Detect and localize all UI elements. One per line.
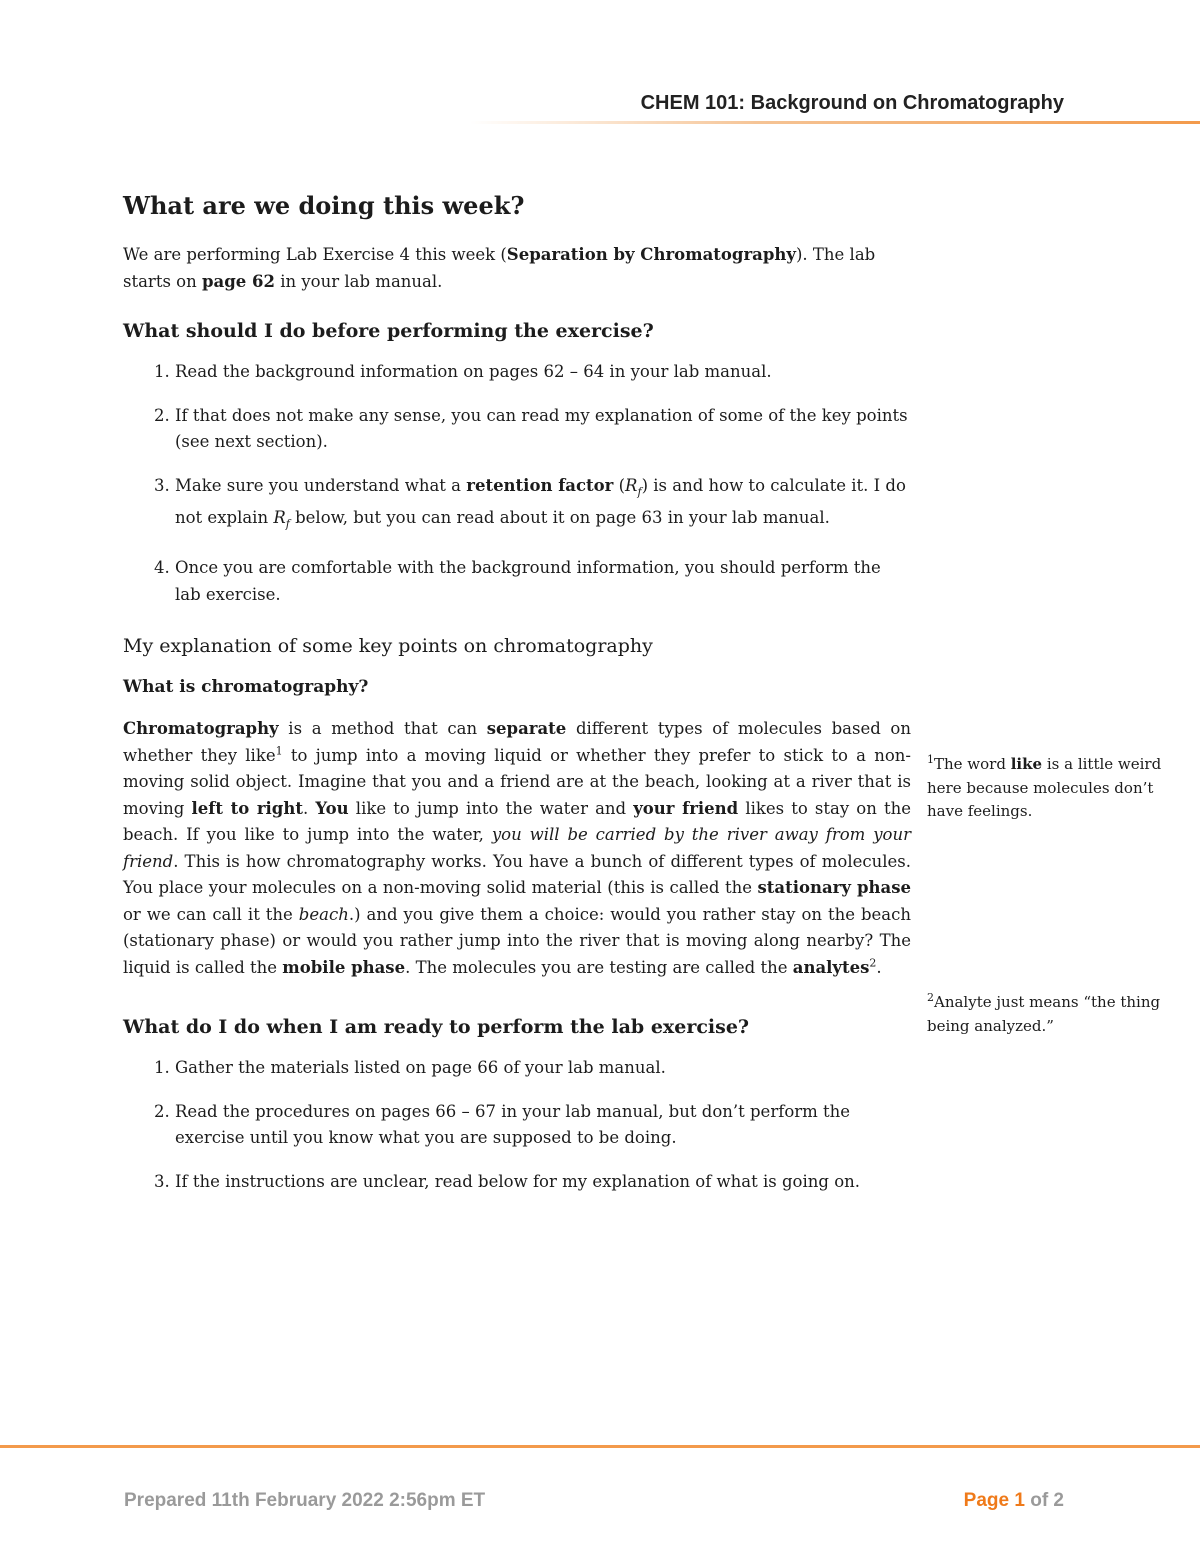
margin-note-2 (927, 991, 1177, 1038)
section-heading-before: What should I do before performing the exercise? (123, 320, 654, 342)
text-run: . (876, 957, 882, 977)
text-run: . This is how chromatography works. You have a bunch of different types of molecules. You place your molecules on a non-moving solid material (this is called the (123, 851, 911, 898)
term-bold: left to right (191, 798, 303, 818)
term-bold: mobile phase (282, 957, 406, 977)
text-run: The word (934, 755, 1011, 773)
text-italic: you will be carried by the river away from your friend (123, 825, 911, 871)
footer-rule (0, 1445, 1200, 1448)
text-run: ) is and how to calculate it. I do not explain (175, 475, 906, 528)
rf-symbol (625, 475, 642, 498)
main-content (123, 190, 911, 1195)
list-item: 3. If the instructions are unclear, read below for my explanation of what is going on. (175, 1169, 911, 1196)
text-run: is a method that can (278, 719, 487, 739)
prepared-date: Prepared 11th February 2022 2:56pm ET (124, 1490, 486, 1511)
text-run: different types of molecules based on whether they like (123, 719, 911, 765)
list-item (175, 473, 911, 539)
chromatography-paragraph (123, 716, 911, 981)
list-item: 2. If that does not make any sense, you can read my explanation of some of the key points (see next section). (175, 403, 911, 456)
page-ref-bold: page 62 (201, 271, 275, 291)
list-item: 1. Read the background information on pages 62 – 64 in your lab manual. (175, 359, 911, 386)
text-run: below, but you can read about it on page 63 in your lab manual. (289, 508, 830, 528)
intro-paragraph (123, 242, 911, 295)
text-run: like to jump into the water and (348, 798, 634, 818)
text-run: ( (613, 475, 626, 495)
term-bold: You (315, 798, 349, 818)
page-word: Page (963, 1490, 1010, 1511)
text-run: to jump into a moving liquid or whether they prefer to stick to a non-moving solid object. Imagine that you and a friend are at the beach, looking at a river that is moving (123, 745, 911, 818)
rf-letter: R (625, 475, 638, 495)
header-rule (470, 121, 1200, 124)
term-bold: stationary phase (757, 878, 911, 898)
term-bold: retention factor (466, 475, 614, 495)
rf-letter: R (273, 508, 286, 528)
text-run: Analyte just means “the thing being analyzed.” (927, 993, 1161, 1035)
text-italic: beach (298, 904, 349, 924)
text-run: .) and you give them a choice: would you rather stay on the beach (stationary phase) or would you rather jump into the river that is moving along nearby? The liquid is called the (123, 904, 911, 977)
rf-subscript: f (637, 484, 642, 498)
ready-steps-list (123, 1055, 911, 1195)
page-number: 1 (1014, 1490, 1025, 1511)
list-item: 1. Gather the materials listed on page 66 of your lab manual. (175, 1055, 911, 1082)
section-heading-this-week: What are we doing this week? (123, 191, 525, 220)
text-run: in your lab manual. (274, 271, 443, 291)
text-run: or we can call it the (123, 904, 299, 924)
term-bold: separate (486, 719, 567, 739)
document-header-title: CHEM 101: Background on Chromatography (640, 92, 1064, 114)
term-bold: like (1010, 755, 1043, 773)
term-bold: your friend (633, 798, 739, 818)
page-total: of 2 (1030, 1490, 1064, 1511)
text-run: . The molecules you are testing are called the (405, 957, 793, 977)
page-indicator (964, 1490, 1064, 1512)
section-heading-key-points: My explanation of some key points on chromatography (123, 635, 653, 658)
text-run: is a little weird here because molecules don’t have feelings. (927, 755, 1162, 820)
list-item: 2. Read the procedures on pages 66 – 67 in your lab manual, but don’t perform the exercise until you know what you are supposed to be doing. (175, 1099, 911, 1152)
text-run: ). The lab starts on (123, 245, 876, 291)
rf-subscript: f (285, 517, 290, 531)
text-run: We are performing Lab Exercise 4 this week ( (123, 245, 507, 264)
term-bold: analytes (792, 957, 870, 977)
term-bold: Chromatography (123, 719, 279, 739)
footnote-marker: 2 (869, 956, 877, 970)
subheading-what-is: What is chromatography? (123, 677, 369, 698)
before-steps-list (123, 359, 911, 608)
footnote-number: 2 (927, 991, 934, 1004)
rf-symbol (273, 508, 290, 531)
footnote-marker: 1 (275, 744, 283, 758)
lab-title-bold: Separation by Chromatography (506, 245, 796, 264)
text-run: . (302, 798, 316, 818)
footnote-number: 1 (927, 753, 934, 766)
text-run: Make sure you understand what a (175, 475, 467, 495)
list-item: 4. Once you are comfortable with the background information, you should perform the lab exercise. (175, 555, 911, 608)
margin-note-1 (927, 753, 1177, 824)
text-run: likes to stay on the beach. If you like to jump into the water, (123, 798, 911, 845)
section-heading-ready: What do I do when I am ready to perform the lab exercise? (123, 1016, 750, 1039)
